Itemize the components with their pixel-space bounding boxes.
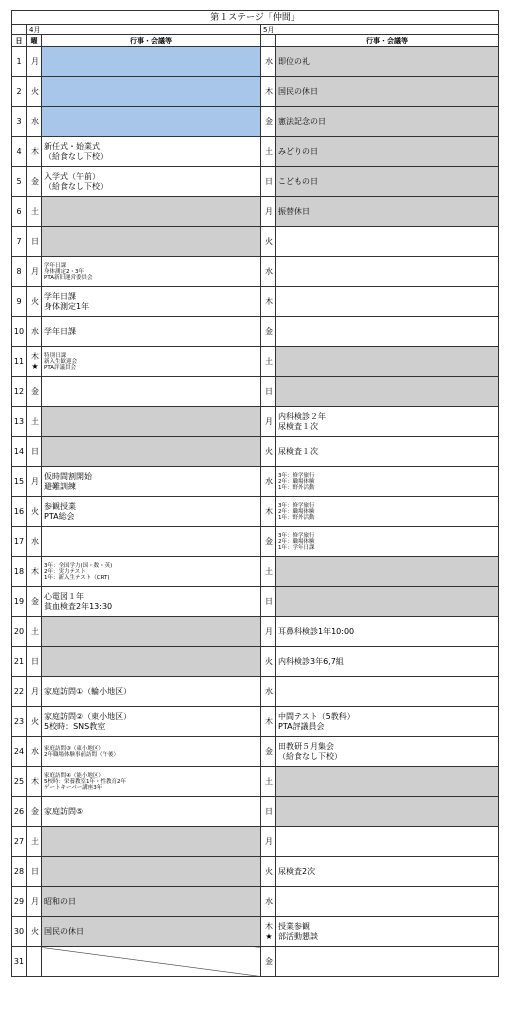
day-number: 28 (12, 857, 27, 887)
schedule-sheet (11, 10, 498, 1014)
day-number: 2 (12, 77, 27, 107)
day-number: 8 (12, 257, 27, 287)
april-event: 学年日課 身体測定2・3年 PTA新旧運営委員会 (42, 257, 261, 287)
day-number: 6 (12, 197, 27, 227)
day-row (12, 647, 499, 677)
day-row (12, 407, 499, 437)
april-event: 入学式（午前） （給食なし下校） (42, 167, 261, 197)
day-number: 26 (12, 797, 27, 827)
may-weekday: 土 (261, 347, 276, 377)
may-event: こどもの日 (276, 167, 499, 197)
sheet-title: 第１ステージ「仲間」 (12, 11, 499, 25)
may-event: 中間テスト（5教科） PTA評議員会 (276, 707, 499, 737)
april-event: 家庭訪問⑤ (42, 797, 261, 827)
may-event: 耳鼻科検診1年10:00 (276, 617, 499, 647)
day-row (12, 257, 499, 287)
may-event (276, 677, 499, 707)
day-row (12, 557, 499, 587)
april-event: 参観授業 PTA総会 (42, 497, 261, 527)
may-event: 3年：修学旅行 2年：職場体験 1年：学年日課 (276, 527, 499, 557)
day-number: 30 (12, 917, 27, 947)
day-number: 10 (12, 317, 27, 347)
may-weekday: 木 (261, 77, 276, 107)
day-row (12, 227, 499, 257)
may-weekday: 木 (261, 497, 276, 527)
april-event (42, 107, 261, 137)
may-weekday: 土 (261, 557, 276, 587)
april-event (42, 947, 261, 977)
april-weekday: 月 (27, 467, 42, 497)
april-weekday: 火 (27, 287, 42, 317)
may-event: 3年：修学旅行 2年：職場体験 1年：野外活動 (276, 467, 499, 497)
day-number: 3 (12, 107, 27, 137)
april-weekday: 月 (27, 887, 42, 917)
april-event (42, 527, 261, 557)
may-event (276, 257, 499, 287)
day-number: 1 (12, 47, 27, 77)
may-event (276, 227, 499, 257)
may-weekday: 水 (261, 887, 276, 917)
day-row (12, 287, 499, 317)
april-event (42, 617, 261, 647)
april-event: 特別日課 新入生歓迎会 PTA評議員会 (42, 347, 261, 377)
april-event: 仮時間割開始 避難訓練 (42, 467, 261, 497)
day-row (12, 77, 499, 107)
may-weekday: 水 (261, 677, 276, 707)
april-weekday: 水 (27, 737, 42, 767)
april-weekday: 土 (27, 197, 42, 227)
may-event (276, 767, 499, 797)
may-weekday: 火 (261, 857, 276, 887)
day-row (12, 917, 499, 947)
day-row (12, 707, 499, 737)
april-event: 学年日課 身体測定1年 (42, 287, 261, 317)
april-weekday: 土 (27, 617, 42, 647)
april-weekday: 土 (27, 827, 42, 857)
may-weekday: 水 (261, 467, 276, 497)
april-weekday: 火 (27, 707, 42, 737)
may-weekday: 金 (261, 737, 276, 767)
april-weekday: 日 (27, 227, 42, 257)
may-weekday: 日 (261, 167, 276, 197)
may-weekday: 日 (261, 797, 276, 827)
day-number: 20 (12, 617, 27, 647)
may-event (276, 947, 499, 977)
day-number: 16 (12, 497, 27, 527)
day-number: 22 (12, 677, 27, 707)
april-event: 家庭訪問①（輪小地区） (42, 677, 261, 707)
may-event (276, 347, 499, 377)
april-event (42, 857, 261, 887)
may-event: 3年：修学旅行 2年：職場体験 1年：野外活動 (276, 497, 499, 527)
april-weekday: 水 (27, 317, 42, 347)
may-weekday: 月 (261, 827, 276, 857)
blank-corner (12, 25, 27, 35)
may-event: 尿検査2次 (276, 857, 499, 887)
day-number: 27 (12, 827, 27, 857)
april-event (42, 407, 261, 437)
day-number: 15 (12, 467, 27, 497)
day-number: 31 (12, 947, 27, 977)
may-event: 授業参観 部活動懇談 (276, 917, 499, 947)
may-weekday: 木 ★ (261, 917, 276, 947)
may-weekday: 金 (261, 317, 276, 347)
day-row (12, 437, 499, 467)
day-number: 11 (12, 347, 27, 377)
day-number: 9 (12, 287, 27, 317)
april-weekday: 月 (27, 677, 42, 707)
april-events-header: 行事・会議等 (42, 35, 261, 47)
may-weekday: 金 (261, 107, 276, 137)
april-weekday: 土 (27, 407, 42, 437)
day-row (12, 827, 499, 857)
april-event (42, 197, 261, 227)
may-weekday: 火 (261, 437, 276, 467)
day-row (12, 527, 499, 557)
day-number: 14 (12, 437, 27, 467)
may-event: 尿検査１次 (276, 437, 499, 467)
may-event: 内科検診3年6,7組 (276, 647, 499, 677)
april-label: 4月 (27, 25, 261, 35)
day-number: 4 (12, 137, 27, 167)
may-weekday: 土 (261, 767, 276, 797)
april-weekday: 日 (27, 857, 42, 887)
april-event (42, 47, 261, 77)
day-row (12, 317, 499, 347)
may-event: 憲法記念の日 (276, 107, 499, 137)
april-weekday: 金 (27, 797, 42, 827)
april-event: 家庭訪問②（東小地区） 5校時：SNS教室 (42, 707, 261, 737)
day-row (12, 887, 499, 917)
may-weekday: 日 (261, 377, 276, 407)
may-weekday: 金 (261, 527, 276, 557)
may-event (276, 797, 499, 827)
may-weekday: 水 (261, 47, 276, 77)
day-row (12, 587, 499, 617)
day-row (12, 137, 499, 167)
day-number: 29 (12, 887, 27, 917)
april-event: 心電図１年 貧血検査2年13:30 (42, 587, 261, 617)
april-event (42, 827, 261, 857)
may-event (276, 287, 499, 317)
may-event (276, 557, 499, 587)
day-number: 24 (12, 737, 27, 767)
day-row (12, 47, 499, 77)
april-event: 国民の休日 (42, 917, 261, 947)
april-weekday: 月 (27, 47, 42, 77)
april-dow-header: 曜 (27, 35, 42, 47)
april-event: 昭和の日 (42, 887, 261, 917)
april-weekday: 月 (27, 257, 42, 287)
day-row (12, 347, 499, 377)
day-number: 17 (12, 527, 27, 557)
may-weekday: 月 (261, 197, 276, 227)
schedule-table (11, 10, 499, 977)
may-event: 即位の礼 (276, 47, 499, 77)
may-weekday: 土 (261, 137, 276, 167)
may-weekday: 火 (261, 647, 276, 677)
day-number: 18 (12, 557, 27, 587)
may-event (276, 827, 499, 857)
april-weekday: 金 (27, 587, 42, 617)
day-number: 13 (12, 407, 27, 437)
day-number: 23 (12, 707, 27, 737)
may-weekday: 木 (261, 707, 276, 737)
day-number: 7 (12, 227, 27, 257)
day-number: 21 (12, 647, 27, 677)
day-number: 5 (12, 167, 27, 197)
april-event: 家庭訪問④（能小地区） 5校時：栄養教室1年・性教育2年 ゲートキーパー講座3年 (42, 767, 261, 797)
may-event (276, 317, 499, 347)
may-dow-spacer (261, 35, 276, 47)
day-number: 25 (12, 767, 27, 797)
may-events-header: 行事・会議等 (276, 35, 499, 47)
day-row (12, 497, 499, 527)
april-weekday: 火 (27, 917, 42, 947)
april-event (42, 77, 261, 107)
may-event: 田教研５月集会 （給食なし下校） (276, 737, 499, 767)
day-row (12, 677, 499, 707)
april-weekday: 水 (27, 527, 42, 557)
may-weekday: 月 (261, 407, 276, 437)
may-event (276, 377, 499, 407)
may-weekday: 金 (261, 947, 276, 977)
april-weekday: 木 (27, 137, 42, 167)
day-row (12, 767, 499, 797)
day-row (12, 947, 499, 977)
april-weekday: 日 (27, 437, 42, 467)
day-number: 12 (12, 377, 27, 407)
may-weekday: 水 (261, 257, 276, 287)
april-weekday: 水 (27, 107, 42, 137)
april-event (42, 227, 261, 257)
day-row (12, 467, 499, 497)
may-event: 国民の休日 (276, 77, 499, 107)
april-event: 学年日課 (42, 317, 261, 347)
day-header: 日 (12, 35, 27, 47)
day-row (12, 617, 499, 647)
april-weekday: 火 (27, 77, 42, 107)
may-event: 振替休日 (276, 197, 499, 227)
april-weekday: 木 (27, 767, 42, 797)
april-weekday: 木 ★ (27, 347, 42, 377)
day-row (12, 857, 499, 887)
april-weekday: 日 (27, 647, 42, 677)
day-number: 19 (12, 587, 27, 617)
april-event (42, 377, 261, 407)
may-weekday: 火 (261, 227, 276, 257)
day-row (12, 107, 499, 137)
april-weekday: 火 (27, 497, 42, 527)
day-row (12, 737, 499, 767)
april-weekday (27, 947, 42, 977)
may-event: みどりの日 (276, 137, 499, 167)
may-event: 内科検診２年 尿検査１次 (276, 407, 499, 437)
may-label: 5月 (261, 25, 499, 35)
april-weekday: 木 (27, 557, 42, 587)
day-row (12, 167, 499, 197)
day-row (12, 377, 499, 407)
day-row (12, 797, 499, 827)
may-event (276, 887, 499, 917)
may-event (276, 587, 499, 617)
april-event (42, 437, 261, 467)
april-event: 家庭訪問③（東小地区） 2年職場体験事前訪問（午後） (42, 737, 261, 767)
april-weekday: 金 (27, 377, 42, 407)
april-event (42, 647, 261, 677)
day-row (12, 197, 499, 227)
april-event: 新任式・始業式 （給食なし下校） (42, 137, 261, 167)
may-weekday: 日 (261, 587, 276, 617)
april-weekday: 金 (27, 167, 42, 197)
may-weekday: 月 (261, 617, 276, 647)
april-event: 3年：全国学力(国・数・英) 2年：実力テスト 1年：新入生テスト（CRT) (42, 557, 261, 587)
may-weekday: 木 (261, 287, 276, 317)
